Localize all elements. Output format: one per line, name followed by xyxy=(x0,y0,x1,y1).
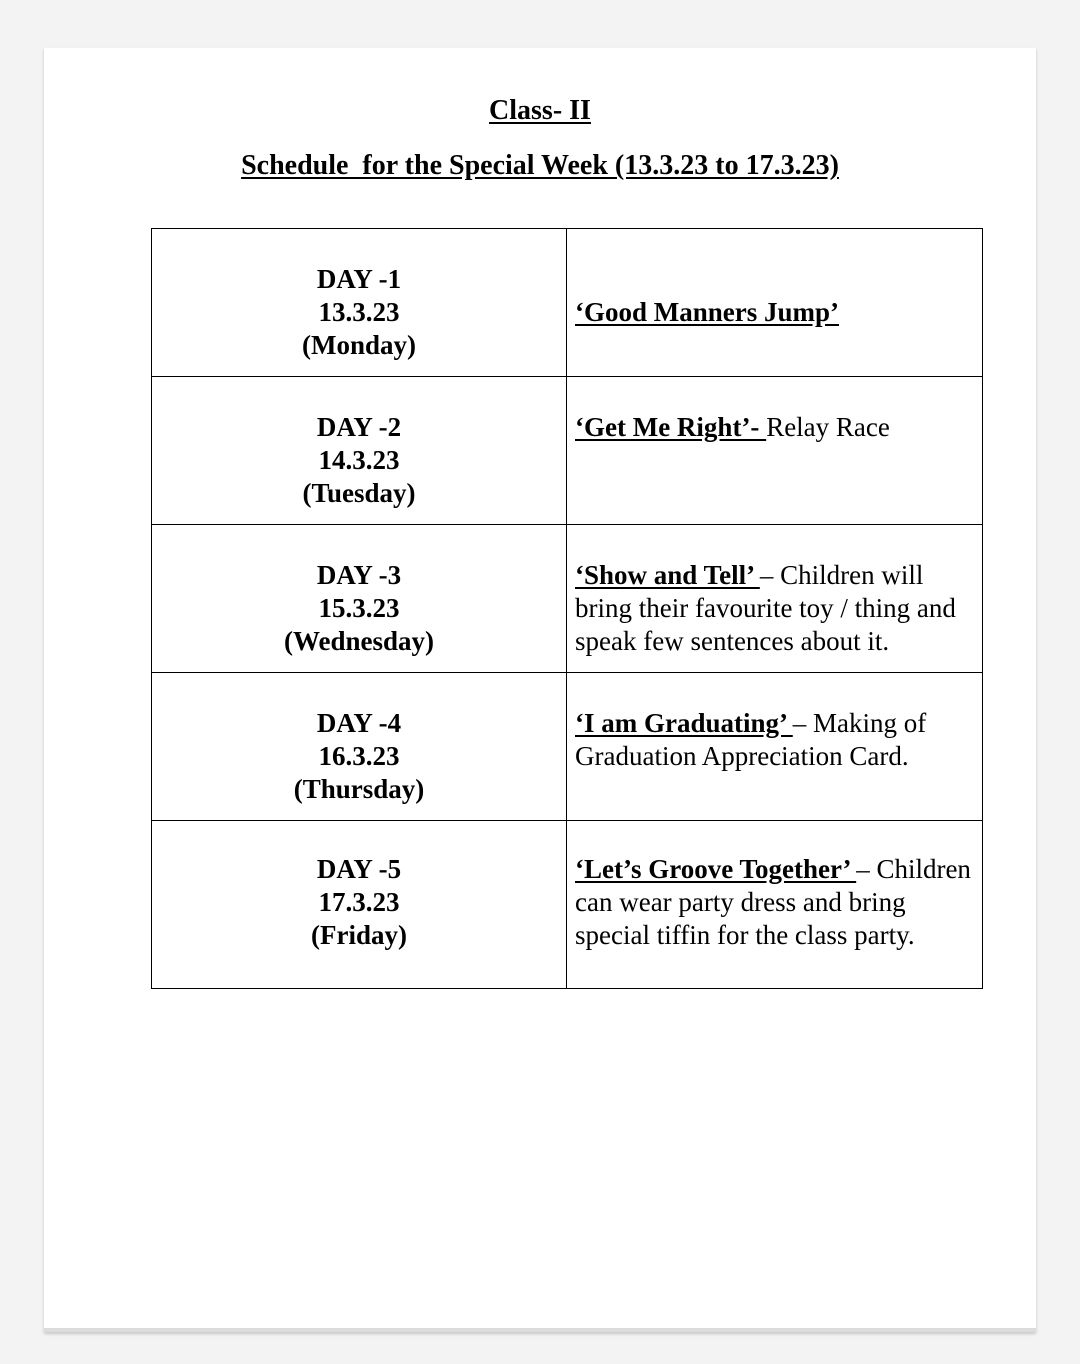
day-weekday: (Tuesday) xyxy=(302,478,416,508)
day-weekday: (Wednesday) xyxy=(283,626,435,656)
table-row xyxy=(152,821,983,989)
table-row xyxy=(152,525,983,673)
day-label: DAY -3 xyxy=(316,560,402,590)
day-weekday: (Thursday) xyxy=(293,774,425,804)
activity-title: ‘I am Graduating’ xyxy=(575,708,793,738)
day-date: 15.3.23 xyxy=(318,593,400,623)
activity-cell xyxy=(567,377,983,525)
activity-title: ‘Good Manners Jump’ xyxy=(575,297,840,327)
day-cell xyxy=(152,229,567,377)
activity-cell xyxy=(567,673,983,821)
table-row xyxy=(152,377,983,525)
day-cell xyxy=(152,525,567,673)
table-row xyxy=(152,229,983,377)
day-date: 16.3.23 xyxy=(318,741,400,771)
table-row xyxy=(152,673,983,821)
day-date: 13.3.23 xyxy=(318,297,400,327)
activity-title: ‘Show and Tell’ xyxy=(575,560,760,590)
day-date: 14.3.23 xyxy=(318,445,400,475)
day-cell xyxy=(152,673,567,821)
activity-title: ‘Get Me Right’- xyxy=(575,412,767,442)
page-subtitle: Schedule for the Special Week (13.3.23 to 17.3.23) xyxy=(241,150,839,181)
day-label: DAY -2 xyxy=(316,412,402,442)
activity-description: – Children will bring their favourite toy / thing and speak few sentences about it. xyxy=(575,560,956,656)
day-label: DAY -1 xyxy=(316,264,402,294)
activity-description: Relay Race xyxy=(766,412,890,442)
activity-description: – Making of Graduation Appreciation Card. xyxy=(575,708,927,771)
document-page xyxy=(44,48,1036,1332)
activity-description: – Children can wear party dress and bring special tiffin for the class party. xyxy=(575,854,971,950)
activity-cell xyxy=(567,525,983,673)
day-cell xyxy=(152,821,567,989)
activity-cell xyxy=(567,229,983,377)
day-weekday: (Monday) xyxy=(302,330,416,360)
day-cell xyxy=(152,377,567,525)
day-label: DAY -4 xyxy=(316,708,402,738)
page-title: Class- II xyxy=(489,95,591,126)
day-weekday: (Friday) xyxy=(311,920,407,950)
day-label: DAY -5 xyxy=(316,854,402,884)
schedule-table xyxy=(151,228,983,989)
activity-title: ‘Let’s Groove Together’ xyxy=(575,854,857,884)
day-date: 17.3.23 xyxy=(318,887,400,917)
activity-cell xyxy=(567,821,983,989)
